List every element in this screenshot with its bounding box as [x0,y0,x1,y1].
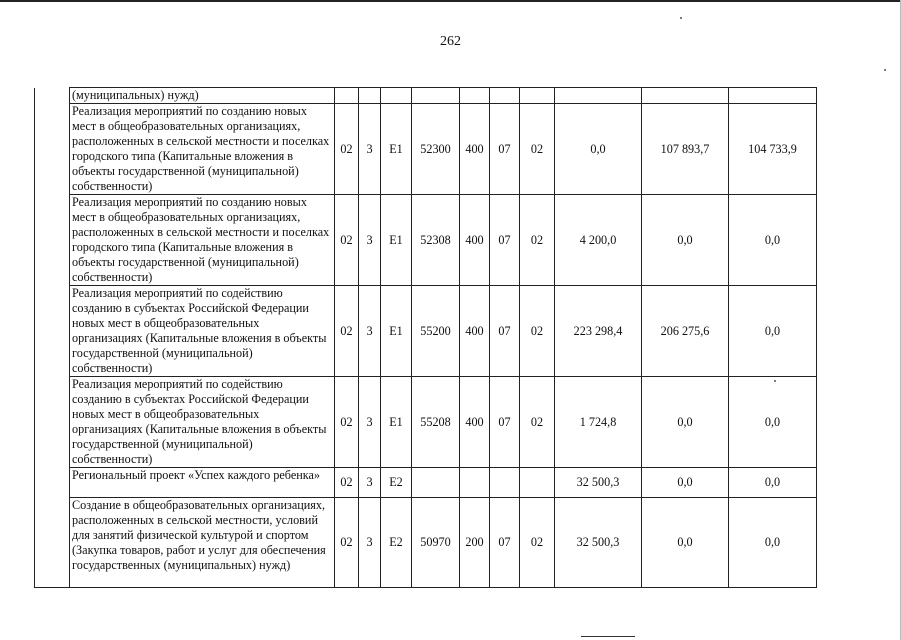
row-name: Реализация мероприятий по содействию созданию в субъектах Российской Федерации новых мест в общеобразовательных организациях (Капитальные вложения в объекты государственной (муниципальной) собственности) [70,377,335,468]
amount-year3: 0,0 [729,377,817,468]
code-pr: 02 [520,377,555,468]
amount-year3: 104 733,9 [729,104,817,195]
code-rz: 07 [490,377,520,468]
row-name: Реализация мероприятий по созданию новых мест в общеобразовательных организациях, расположенных в сельской местности и поселках городского типа (Капитальные вложения в объекты государственной (муниципальной) собственности) [70,104,335,195]
code-vr: 400 [460,195,490,286]
scan-speck [680,17,682,19]
amount-year1: 32 500,3 [555,468,642,498]
code-rz: 07 [490,498,520,588]
code-vr [460,88,490,104]
code-pr: 02 [520,195,555,286]
code-dir [412,468,460,498]
code-pp: 3 [359,104,381,195]
code-pr: 02 [520,286,555,377]
row-name: Создание в общеобразовательных организациях, расположенных в сельской местности, условий для занятий физической культурой и спортом (Закупка товаров, работ и услуг для обеспечения государственных (муниципальных) нужд) [70,498,335,588]
code-osn: E1 [381,104,412,195]
index-cell [35,195,70,286]
code-rz: 07 [490,286,520,377]
footer-rule [581,636,635,637]
code-dir: 50970 [412,498,460,588]
row-name: (муниципальных) нужд) [70,88,335,104]
index-cell [35,498,70,588]
scan-speck [884,69,886,71]
code-osn: E2 [381,498,412,588]
code-gp: 02 [335,195,359,286]
code-dir: 55200 [412,286,460,377]
code-pr [520,468,555,498]
index-cell [35,377,70,468]
amount-year3: 0,0 [729,498,817,588]
code-gp: 02 [335,468,359,498]
amount-year2: 0,0 [642,195,729,286]
table-row [35,104,817,195]
amount-year2: 206 275,6 [642,286,729,377]
code-vr: 400 [460,104,490,195]
row-name: Региональный проект «Успех каждого ребенка» [70,468,335,498]
amount-year1: 4 200,0 [555,195,642,286]
code-rz: 07 [490,195,520,286]
amount-year3 [729,88,817,104]
amount-year2 [642,88,729,104]
code-vr [460,468,490,498]
code-gp: 02 [335,104,359,195]
amount-year2: 0,0 [642,377,729,468]
table-row [35,377,817,468]
row-name: Реализация мероприятий по созданию новых мест в общеобразовательных организациях, расположенных в сельской местности и поселках городского типа (Капитальные вложения в объекты государственной (муниципальной) собственности) [70,195,335,286]
index-cell [35,468,70,498]
code-pr [520,88,555,104]
code-pp: 3 [359,286,381,377]
amount-year1: 32 500,3 [555,498,642,588]
code-dir [412,88,460,104]
table-row [35,195,817,286]
amount-year1 [555,88,642,104]
index-cell [35,286,70,377]
amount-year3: 0,0 [729,468,817,498]
code-osn: E1 [381,377,412,468]
code-vr: 200 [460,498,490,588]
table-row [35,498,817,588]
code-osn: E1 [381,286,412,377]
code-osn: E2 [381,468,412,498]
amount-year2: 0,0 [642,498,729,588]
code-dir: 55208 [412,377,460,468]
code-rz [490,88,520,104]
table-row [35,88,817,104]
code-vr: 400 [460,286,490,377]
code-vr: 400 [460,377,490,468]
top-edge-line [0,0,901,2]
code-dir: 52308 [412,195,460,286]
amount-year2: 107 893,7 [642,104,729,195]
code-gp [335,88,359,104]
code-pp: 3 [359,377,381,468]
code-pp: 3 [359,468,381,498]
code-pr: 02 [520,498,555,588]
row-name: Реализация мероприятий по содействию созданию в субъектах Российской Федерации новых мест в общеобразовательных организациях (Капитальные вложения в объекты государственной (муниципальной) собственности) [70,286,335,377]
code-gp: 02 [335,286,359,377]
code-osn: E1 [381,195,412,286]
budget-table [34,87,817,588]
amount-year1: 0,0 [555,104,642,195]
code-rz [490,468,520,498]
code-pp: 3 [359,195,381,286]
index-cell [35,88,70,104]
code-pr: 02 [520,104,555,195]
code-pp: 3 [359,498,381,588]
amount-year3: 0,0 [729,195,817,286]
code-gp: 02 [335,377,359,468]
code-rz: 07 [490,104,520,195]
code-gp: 02 [335,498,359,588]
code-pp [359,88,381,104]
amount-year1: 223 298,4 [555,286,642,377]
table-row [35,468,817,498]
amount-year1: 1 724,8 [555,377,642,468]
index-cell [35,104,70,195]
table-row [35,286,817,377]
code-dir: 52300 [412,104,460,195]
page-number: 262 [440,34,461,49]
code-osn [381,88,412,104]
amount-year2: 0,0 [642,468,729,498]
amount-year3: 0,0 [729,286,817,377]
